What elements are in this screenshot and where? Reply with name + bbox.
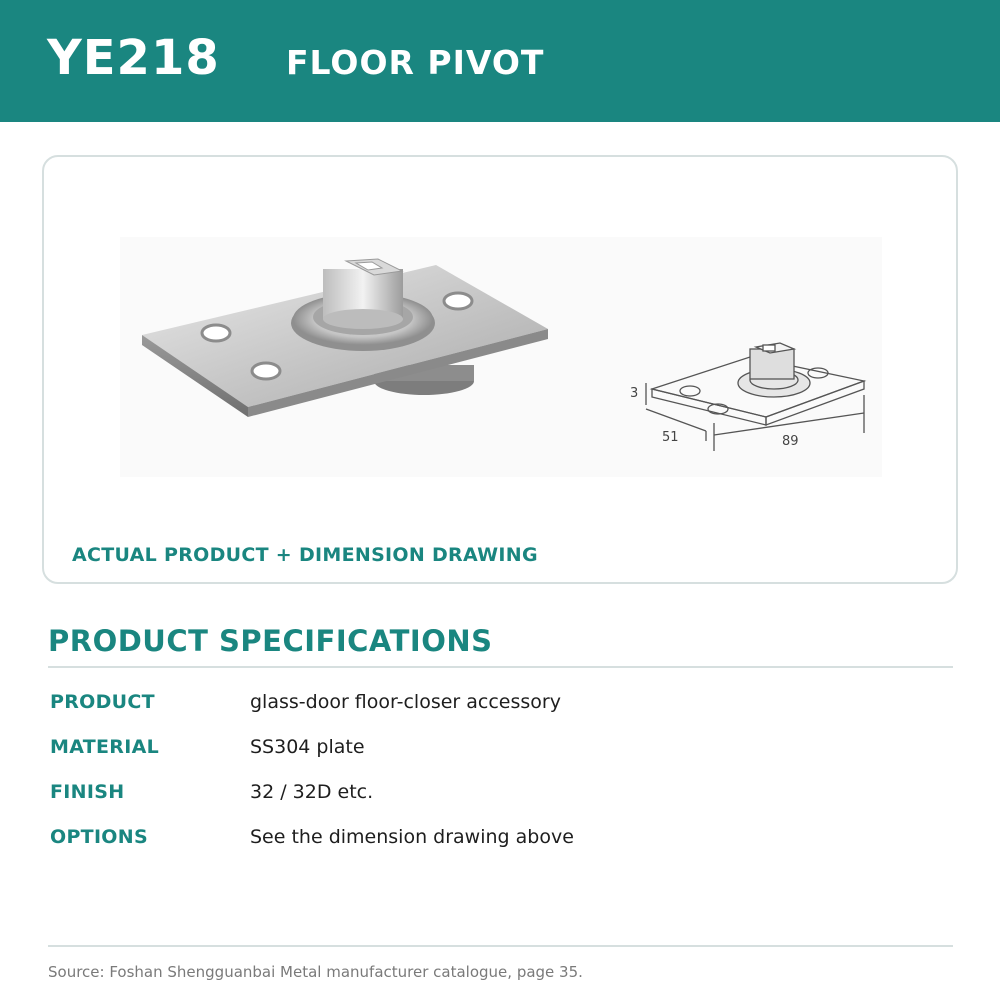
- spec-value: SS304 plate: [250, 736, 365, 758]
- spec-value: glass-door floor-closer accessory: [250, 691, 561, 713]
- spec-row-finish: [50, 778, 950, 808]
- specifications-title: PRODUCT SPECIFICATIONS: [48, 624, 493, 658]
- footer-divider: [48, 945, 953, 947]
- spec-row-options: [50, 823, 950, 853]
- spec-label: MATERIAL: [50, 736, 159, 758]
- header-banner: [0, 0, 1000, 122]
- product-photo: [120, 237, 882, 477]
- spec-row-product: [50, 688, 950, 718]
- spec-label: OPTIONS: [50, 826, 148, 848]
- spec-value: 32 / 32D etc.: [250, 781, 374, 803]
- spec-row-material: [50, 733, 950, 763]
- floor-pivot-illustration: [120, 237, 882, 477]
- spec-label: PRODUCT: [50, 691, 155, 713]
- spec-value: See the dimension drawing above: [250, 826, 574, 848]
- spec-label: FINISH: [50, 781, 125, 803]
- product-title: FLOOR PIVOT: [286, 43, 545, 82]
- product-code: YE218: [47, 30, 220, 86]
- dimension-length-label: 89: [782, 434, 799, 449]
- source-citation: Source: Foshan Shengguanbai Metal manufacturer catalogue, page 35.: [48, 963, 583, 981]
- specifications-divider: [48, 666, 953, 668]
- dimension-width-label: 51: [662, 430, 679, 445]
- dimension-height-label: 3: [630, 386, 639, 401]
- image-caption: ACTUAL PRODUCT + DIMENSION DRAWING: [72, 544, 538, 566]
- product-image-card: [42, 155, 958, 584]
